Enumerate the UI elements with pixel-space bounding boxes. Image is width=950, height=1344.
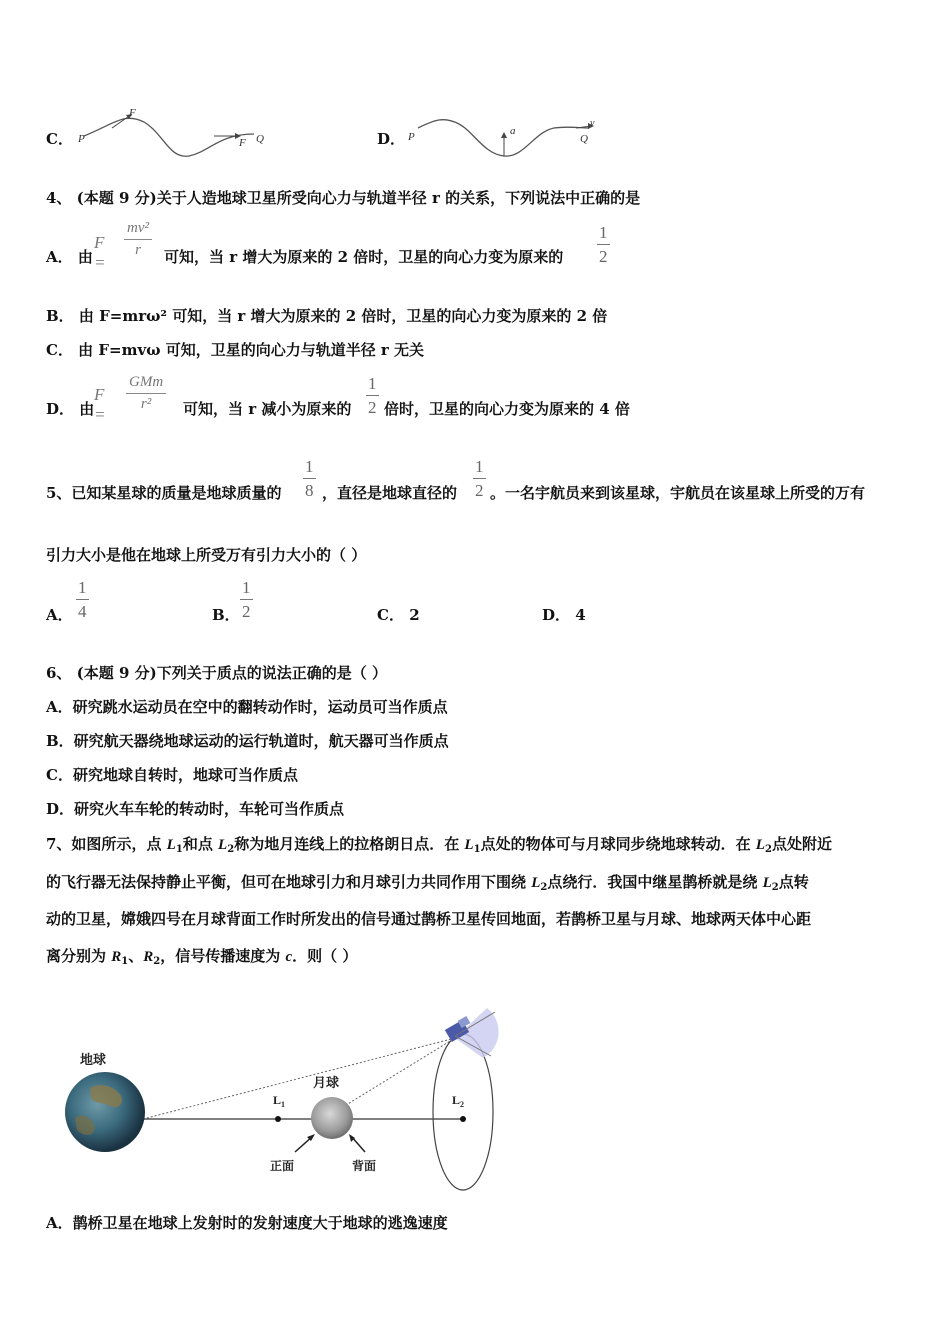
q5-option-b-label: B． — [212, 606, 240, 624]
moon-label: 月球 — [313, 1075, 340, 1090]
q4-option-a-prefix: A． 由 — [46, 248, 93, 266]
q5-stem-line2: 引力大小是他在地球上所受万有引力大小的（ ） — [46, 546, 367, 564]
q7-l1-t3: 点处的物体可与月球同步绕地球转动．在 — [480, 835, 756, 853]
q7-l2-sym-L2b: L — [762, 875, 772, 891]
q5-mass-num: 1 — [303, 458, 316, 479]
q7-stem-line4 — [46, 945, 357, 967]
q7-l2-t0: 的飞行器无法保持静止平衡，但可在地球引力和月球引力共同作用下围绕 — [46, 873, 532, 891]
earth-globe — [65, 1072, 145, 1152]
q7-l2-sub2: 2 — [771, 882, 779, 893]
q4-stem: 4、 (本题 9 分)关于人造地球卫星所受向心力与轨道半径 r 的关系，下列说法中正确的是 — [46, 189, 641, 207]
q3-d-point-q: Q — [580, 133, 588, 145]
q7-l1-t2: 称为地月连线上的拉格朗日点．在 — [234, 835, 465, 853]
q7-l2-sym-L2: L — [531, 875, 541, 891]
back-side-label: 背面 — [352, 1159, 377, 1173]
q5-diameter-fraction — [473, 458, 486, 500]
q6-option-a: A．研究跳水运动员在空中的翻转动作时，运动员可当作质点 — [46, 698, 448, 716]
q3-option-d-label: D． — [377, 130, 406, 148]
relay-satellite-icon — [445, 1008, 499, 1058]
q5-diameter-den: 2 — [475, 481, 484, 500]
q7-l4-t1: 、 — [128, 947, 144, 965]
q4-option-a-text: 可知，当 r 增大为原来的 2 倍时，卫星的向心力变为原来的 — [164, 248, 564, 266]
q4-d-numerator: GMm — [126, 374, 166, 394]
q7-figure — [55, 1000, 515, 1195]
q7-l4-sub2: 2 — [153, 956, 161, 967]
q5-option-a-fraction — [76, 579, 89, 621]
q4-a-half-fraction — [597, 224, 610, 266]
q4-a-lhs: F = — [94, 233, 106, 272]
q7-l1-sym-L2: L — [218, 837, 228, 853]
q7-l4-sub1: 1 — [121, 956, 129, 967]
q7-l1-sym-L2b: L — [755, 837, 765, 853]
q5-mass-fraction — [303, 458, 316, 500]
q5-stem-part1: 5、已知某星球的质量是地球质量的 — [46, 484, 282, 502]
q5-option-d-label: D． — [542, 606, 571, 624]
front-side-label: 正面 — [270, 1159, 295, 1173]
q7-l4-t3: ．则（ ） — [292, 947, 358, 965]
q5-option-d — [542, 604, 586, 625]
q3-d-point-p: P — [408, 131, 415, 143]
l2-label: $L_2$ — [452, 1093, 465, 1109]
q4-a-half-num: 1 — [597, 224, 610, 245]
q7-l2-t2: 点转 — [778, 873, 809, 891]
q4-d-half-fraction — [366, 375, 379, 417]
q7-l1-sub2: 2 — [227, 844, 235, 855]
q5-stem-part2: ，直径是地球直径的 — [322, 484, 458, 502]
q3-option-c-figure — [74, 104, 274, 164]
q6-option-c: C．研究地球自转时，地球可当作质点 — [46, 766, 298, 784]
q4-option-d-text1: 可知，当 r 减小为原来的 — [183, 400, 352, 418]
q3-c-force-label-2: F — [239, 137, 246, 149]
q5-option-b-num: 1 — [240, 579, 253, 600]
q3-d-velocity-label: v — [590, 118, 595, 129]
q4-d-fraction — [126, 374, 166, 413]
l2-point — [460, 1116, 466, 1122]
q7-l4-sym-R1: R — [111, 949, 122, 965]
q5-option-b-fraction — [240, 579, 253, 621]
q7-l1-sub4: 2 — [764, 844, 772, 855]
q4-d-half-num: 1 — [366, 375, 379, 396]
q4-option-c: C． 由 F=mvω 可知，卫星的向心力与轨道半径 r 无关 — [46, 341, 425, 359]
q5-option-a-num: 1 — [76, 579, 89, 600]
q6-option-b: B．研究航天器绕地球运动的运行轨道时，航天器可当作质点 — [46, 732, 449, 750]
q7-l1-t4: 点处附近 — [771, 835, 832, 853]
q7-stem-line2 — [46, 871, 809, 893]
q4-option-d-text2: 倍时，卫星的向心力变为原来的 4 倍 — [384, 400, 630, 418]
q6-option-d: D．研究火车车轮的转动时，车轮可当作质点 — [46, 800, 345, 818]
q4-d-half-den: 2 — [368, 398, 377, 417]
q4-a-fraction — [124, 220, 152, 259]
q7-l1-sym-L1b: L — [464, 837, 474, 853]
moon-globe — [311, 1097, 353, 1139]
q7-l2-t1: 点绕行．我国中继星鹊桥就是绕 — [547, 873, 763, 891]
q3-d-arrowhead-a — [501, 132, 507, 138]
earth-label: 地球 — [80, 1052, 107, 1067]
q5-option-c-value: 2 — [409, 606, 420, 624]
q7-l1-sub1: 1 — [175, 844, 183, 855]
q4-a-numerator: mv² — [124, 220, 152, 240]
q7-option-a: A．鹊桥卫星在地球上发射时的发射速度大于地球的逃逸速度 — [46, 1214, 448, 1232]
q4-d-lhs: F = — [94, 385, 106, 424]
q7-l1-sub3: 1 — [473, 844, 481, 855]
q7-stem-line1 — [46, 833, 832, 855]
q3-c-point-p: P — [78, 133, 85, 145]
q5-option-d-value: 4 — [575, 606, 586, 624]
q7-l4-t0: 离分别为 — [46, 947, 112, 965]
q4-a-half-den: 2 — [599, 247, 608, 266]
q7-l1-sym-L1: L — [166, 837, 176, 853]
q5-option-a-den: 4 — [78, 602, 87, 621]
q5-diameter-num: 1 — [473, 458, 486, 479]
q7-l4-t2: ，信号传播速度为 — [160, 947, 286, 965]
back-arrowhead — [349, 1134, 355, 1142]
q4-d-denominator: r² — [140, 396, 152, 412]
q3-c-force-label-1: F — [129, 107, 136, 119]
q7-l1-t1: 和点 — [182, 835, 219, 853]
earth-satellite-line — [143, 1038, 455, 1119]
q3-d-accel-label: a — [510, 125, 516, 137]
q3-c-point-q: Q — [256, 133, 264, 145]
q4-a-denominator: r — [135, 242, 141, 258]
q4-option-b: B． 由 F=mrω² 可知，当 r 增大为原来的 2 倍时，卫星的向心力变为原来的 2 倍 — [46, 307, 608, 325]
q3-option-d-figure — [404, 114, 604, 164]
q5-option-c — [377, 604, 420, 625]
q3-option-c-label: C． — [46, 130, 73, 148]
q5-mass-den: 8 — [305, 481, 314, 500]
q5-option-b-den: 2 — [242, 602, 251, 621]
q5-stem-part3: 。一名宇航员来到该星球，宇航员在该星球上所受的万有 — [490, 484, 866, 502]
l1-label: $L_1$ — [273, 1093, 286, 1109]
q7-stem-line3: 动的卫星，嫦娥四号在月球背面工作时所发出的信号通过鹊桥卫星传回地面，若鹊桥卫星与月球、地球两天体中心距 — [46, 910, 812, 928]
q5-option-c-label: C． — [377, 606, 404, 624]
q7-l1-t0: 7、如图所示，点 — [46, 835, 167, 853]
l1-point — [275, 1116, 281, 1122]
q7-l4-sym-c: c — [285, 949, 293, 965]
q7-l2-sub1: 2 — [540, 882, 548, 893]
q6-stem: 6、 (本题 9 分)下列关于质点的说法正确的是（ ） — [46, 664, 387, 682]
q5-option-a-label: A． — [46, 606, 73, 624]
q7-l4-sym-R2: R — [143, 949, 154, 965]
q3-c-trajectory — [84, 118, 254, 156]
q4-option-d-prefix: D． 由 — [46, 400, 95, 418]
